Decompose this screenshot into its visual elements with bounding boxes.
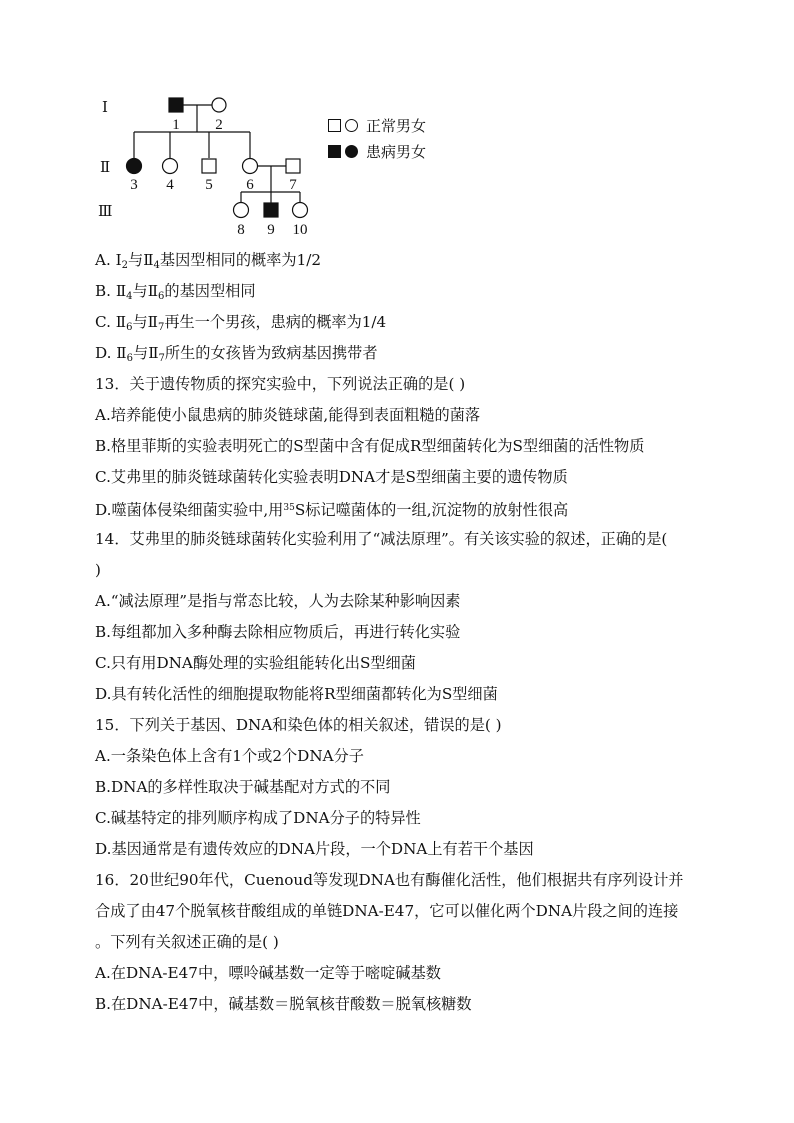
individual-ii4-normal-female (163, 159, 178, 174)
q13-option-b: B.格里菲斯的实验表明死亡的S型菌中含有促成R型细菌转化为S型细菌的活性物质 (95, 437, 645, 455)
q16-stem-line3: 。下列有关叙述正确的是( ) (95, 933, 279, 951)
generation-label-i: Ⅰ (102, 98, 108, 116)
label-ii4: 4 (166, 177, 174, 193)
individual-i1-affected-male (169, 98, 183, 112)
legend-normal (328, 112, 426, 138)
label-ii7: 7 (289, 177, 297, 193)
label-iii10: 10 (292, 222, 308, 238)
q16-option-b: B.在DNA-E47中，碱基数＝脱氧核苷酸数＝脱氧核糖数 (95, 995, 472, 1013)
q12-option-c: C. $Ⅱ_6$与$Ⅱ_7$再生一个男孩，患病的概率为1/4 (95, 313, 387, 333)
q13-option-d: D.噬菌体侵染细菌实验中,用$^{35}$S标记噬菌体的一组,沉淀物的放射性很高 (95, 501, 569, 519)
q15-option-b: B.DNA的多样性取决于碱基配对方式的不同 (95, 778, 391, 796)
pedigree-legend (328, 112, 426, 164)
individual-ii7-normal-male (286, 159, 300, 173)
q12-option-a: A. $Ⅰ_2$与$Ⅱ_4$基因型相同的概率为1/2 (95, 251, 322, 271)
q15-option-c: C.碱基特定的排列顺序构成了DNA分子的特异性 (95, 809, 421, 827)
generation-label-ii: Ⅱ (100, 158, 111, 176)
q16-stem-line2: 合成了由47个脱氧核苷酸组成的单链DNA-E47，它可以催化两个DNA片段之间的连接 (95, 902, 679, 920)
q14-stem-line2: ) (95, 561, 101, 579)
individual-ii3-affected-female (127, 159, 142, 174)
q12-option-b: B. $Ⅱ_4$与$Ⅱ_6$的基因型相同 (95, 282, 256, 302)
q14-option-a: A.“减法原理”是指与常态比较，人为去除某种影响因素 (95, 592, 461, 610)
label-i2: 2 (215, 117, 223, 133)
q14-stem-line1: 14．艾弗里的肺炎链球菌转化实验利用了“减法原理”。有关该实验的叙述，正确的是( (95, 530, 668, 548)
q14-option-d: D.具有转化活性的细胞提取物能将R型细菌都转化为S型细菌 (95, 685, 498, 703)
individual-iii10-normal-female (293, 203, 308, 218)
label-ii3: 3 (130, 177, 138, 193)
individual-ii6-normal-female (243, 159, 258, 174)
normal-female-circle-icon (345, 119, 358, 132)
pedigree-chart (90, 88, 350, 240)
legend-affected (328, 138, 426, 164)
affected-male-square-icon (328, 145, 341, 158)
q16-stem-line1: 16．20世纪90年代，Cuenoud等发现DNA也有酶催化活性，他们根据共有序列设计并 (95, 871, 684, 889)
label-ii6: 6 (246, 177, 254, 193)
legend-affected-label: 患病男女 (366, 142, 427, 161)
q15-option-a: A.一条染色体上含有1个或2个DNA分子 (95, 747, 364, 765)
q16-option-a: A.在DNA-E47中，嘌呤碱基数一定等于嘧啶碱基数 (95, 964, 441, 982)
label-ii5: 5 (205, 177, 213, 193)
q14-option-b: B.每组都加入多种酶去除相应物质后，再进行转化实验 (95, 623, 461, 641)
legend-normal-label: 正常男女 (366, 116, 427, 135)
q13-option-c: C.艾弗里的肺炎链球菌转化实验表明DNA才是S型细菌主要的遗传物质 (95, 468, 568, 486)
individual-i2-normal-female (212, 98, 226, 112)
label-iii8: 8 (237, 222, 245, 238)
label-iii9: 9 (267, 222, 275, 238)
affected-female-circle-icon (345, 145, 358, 158)
individual-iii8-normal-female (234, 203, 249, 218)
individual-ii5-normal-male (202, 159, 216, 173)
q13-option-a: A.培养能使小鼠患病的肺炎链球菌,能得到表面粗糙的菌落 (95, 406, 481, 424)
q15-option-d: D.基因通常是有遗传效应的DNA片段，一个DNA上有若干个基因 (95, 840, 534, 858)
q13-stem: 13．关于遗传物质的探究实验中，下列说法正确的是( ) (95, 375, 466, 393)
q15-stem: 15．下列关于基因、DNA和染色体的相关叙述，错误的是( ) (95, 716, 502, 734)
generation-label-iii: Ⅲ (98, 202, 113, 220)
normal-male-square-icon (328, 119, 341, 132)
label-i1: 1 (172, 117, 180, 133)
q14-option-c: C.只有用DNA酶处理的实验组能转化出S型细菌 (95, 654, 416, 672)
q12-option-d: D. $Ⅱ_6$与$Ⅱ_7$所生的女孩皆为致病基因携带者 (95, 344, 378, 364)
individual-iii9-affected-male (264, 203, 278, 217)
